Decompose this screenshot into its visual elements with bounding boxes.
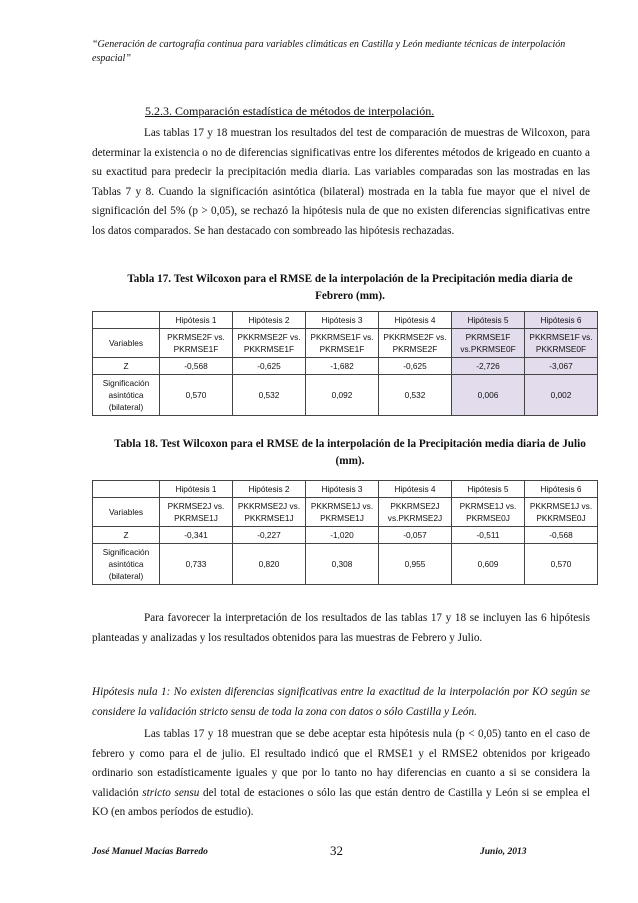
table-cell: PKKRMSE1F vs. PKKRMSE0F xyxy=(525,329,598,358)
table-cell: -0,511 xyxy=(452,527,525,544)
table-cell: 0,532 xyxy=(379,375,452,416)
table-cell: -1,020 xyxy=(306,527,379,544)
table-header-cell: Hipótesis 4 xyxy=(379,312,452,329)
running-header: “Generación de cartografía continua para variables climáticas en Castilla y León mediante técnicas de interpolación espacial” xyxy=(92,39,566,64)
footer-date: Junio, 2013 xyxy=(480,847,527,857)
table-cell: -3,067 xyxy=(525,358,598,375)
paragraph-result-1-text-a: Las tablas 17 y 18 muestran que se debe aceptar esta hipótesis nula (p < 0,05) tanto en el caso de febrero y como para el de julio. El resultado indicó que el RMSE1 y el RMSE2 obtenidos por krigeado ordinario son estadísticamente iguales y que por lo tanto no hay diferencias en cuanto a si se considera la validación xyxy=(92,728,590,799)
table18 xyxy=(92,480,598,585)
table17 xyxy=(92,311,598,416)
table-cell: PKRMSE2F vs. PKRMSE1F xyxy=(160,329,233,358)
table-row xyxy=(93,329,598,358)
table-header-cell: Hipótesis 3 xyxy=(306,481,379,498)
table-header-cell: Hipótesis 5 xyxy=(452,312,525,329)
table-cell: PKKRMSE2J vs. PKKRMSE1J xyxy=(233,498,306,527)
paragraph-intro-text: Las tablas 17 y 18 muestran los resultados del test de comparación de muestras de Wilcoxon, para determinar la existencia o no de diferencias significativas entre los diferentes métodos de krigeado en cuanto a su exactitud para predecir la precipitación media diaria. Las variables comparadas son las mostradas en las Tablas 7 y 8. Cuando la significación asintótica (bilateral) mostrada en la tabla fue mayor que el nivel de significación del 5% (p > 0,05), se rechazó la hipótesis nula de que no existen diferencias significativas entre los datos comparados. Se han destacado con sombreado las hipótesis rechazadas. xyxy=(92,127,590,237)
table-header-cell: Hipótesis 1 xyxy=(160,312,233,329)
table-header-cell: Hipótesis 1 xyxy=(160,481,233,498)
row-label: Z xyxy=(93,527,160,544)
row-label: Significación asintótica (bilateral) xyxy=(93,544,160,585)
table-cell: PKKRMSE2J vs.PKRMSE2J xyxy=(379,498,452,527)
table-cell: -0,625 xyxy=(379,358,452,375)
footer-author: José Manuel Macías Barredo xyxy=(92,847,208,857)
table-cell: -0,341 xyxy=(160,527,233,544)
table-cell: 0,570 xyxy=(525,544,598,585)
paragraph-result-1-text-b: del total de estaciones o sólo las que están dentro de Castilla y León si se emplea el KO (en ambos períodos de estudio). xyxy=(92,786,590,818)
table-cell: PKRMSE1J vs. PKRMSE0J xyxy=(452,498,525,527)
table-cell: -0,625 xyxy=(233,358,306,375)
table-cell: 0,002 xyxy=(525,375,598,416)
table-header-cell: Hipótesis 6 xyxy=(525,312,598,329)
table-cell: -0,057 xyxy=(379,527,452,544)
table-cell: -2,726 xyxy=(452,358,525,375)
table-cell: -0,227 xyxy=(233,527,306,544)
row-label: Significación asintótica (bilateral) xyxy=(93,375,160,416)
paragraph-result-1-emphasis: stricto sensu xyxy=(142,786,200,799)
table-cell: PKKRMSE2F vs. PKKRMSE1F xyxy=(233,329,306,358)
page-number: 32 xyxy=(330,843,343,858)
row-label: Z xyxy=(93,358,160,375)
row-label: Variables xyxy=(93,329,160,358)
table-row xyxy=(93,544,598,585)
table-row xyxy=(93,481,598,498)
table-row xyxy=(93,375,598,416)
table-cell: 0,733 xyxy=(160,544,233,585)
table-header-cell: Hipótesis 5 xyxy=(452,481,525,498)
table-cell: PKRMSE2J vs. PKRMSE1J xyxy=(160,498,233,527)
table-row xyxy=(93,312,598,329)
paragraph-result-1 xyxy=(92,725,590,823)
table-row xyxy=(93,527,598,544)
table-cell: 0,006 xyxy=(452,375,525,416)
table-header-cell: Hipótesis 2 xyxy=(233,481,306,498)
table-row xyxy=(93,498,598,527)
table-cell: 0,308 xyxy=(306,544,379,585)
paragraph-hypotheses xyxy=(92,609,590,648)
table-cell: 0,532 xyxy=(233,375,306,416)
row-label: Variables xyxy=(93,498,160,527)
table-row xyxy=(93,358,598,375)
table-header-cell: Hipótesis 2 xyxy=(233,312,306,329)
paragraph-intro xyxy=(92,124,590,241)
table-cell: 0,570 xyxy=(160,375,233,416)
table-cell: 0,955 xyxy=(379,544,452,585)
table-cell: -1,682 xyxy=(306,358,379,375)
table-cell: PKKRMSE2F vs. PKRMSE2F xyxy=(379,329,452,358)
table-cell: 0,609 xyxy=(452,544,525,585)
null-hypothesis-1: Hipótesis nula 1: No existen diferencias significativas entre la exactitud de la interpolación por KO según se considere la validación stricto sensu de toda la zona con datos o sólo Castilla y León. xyxy=(92,686,590,718)
table18-caption: Tabla 18. Test Wilcoxon para el RMSE de la interpolación de la Precipitación media diaria de Julio (mm). xyxy=(114,438,586,467)
table-header-cell: Hipótesis 6 xyxy=(525,481,598,498)
table-header-cell: Hipótesis 3 xyxy=(306,312,379,329)
table17-caption: Tabla 17. Test Wilcoxon para el RMSE de la interpolación de la Precipitación media diaria de Febrero (mm). xyxy=(127,273,573,302)
section-title: 5.2.3. Comparación estadística de métodos de interpolación. xyxy=(145,104,435,118)
table-cell: -0,568 xyxy=(160,358,233,375)
table-cell: 0,820 xyxy=(233,544,306,585)
table-cell-empty xyxy=(93,312,160,329)
table-cell: PKKRMSE1F vs. PKRMSE1F xyxy=(306,329,379,358)
table-cell: PKKRMSE1J vs. PKKRMSE0J xyxy=(525,498,598,527)
table-cell: 0,092 xyxy=(306,375,379,416)
table-cell: -0,568 xyxy=(525,527,598,544)
paragraph-hypotheses-text: Para favorecer la interpretación de los resultados de las tablas 17 y 18 se incluyen las 6 hipótesis planteadas y analizadas y los resultados obtenidos para las muestras de Febrero y Julio. xyxy=(92,612,590,644)
table-cell: PKRMSE1F vs.PKRMSE0F xyxy=(452,329,525,358)
table-header-cell: Hipótesis 4 xyxy=(379,481,452,498)
table-cell: PKKRMSE1J vs. PKRMSE1J xyxy=(306,498,379,527)
table-cell-empty xyxy=(93,481,160,498)
